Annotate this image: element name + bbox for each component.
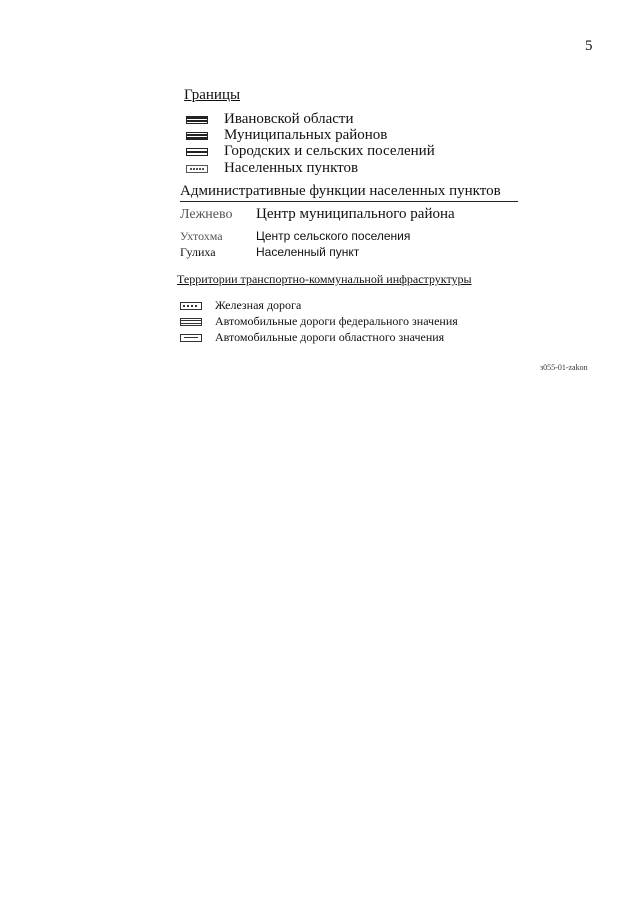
place-function: Населенный пункт — [256, 245, 360, 259]
document-code: з055-01-zakon — [540, 363, 588, 372]
legend-row-locality — [186, 160, 358, 177]
legend-row-regional-road — [180, 330, 444, 345]
legend-label: Железная дорога — [215, 298, 302, 312]
admin-row-locality — [180, 244, 359, 260]
legend-label: Населенных пунктов — [224, 160, 359, 176]
oblast-border-icon — [186, 116, 208, 124]
railway-icon — [180, 302, 202, 310]
locality-border-icon — [186, 165, 208, 173]
transport-heading: Территории транспортно-коммунальной инфраструктуры — [177, 272, 472, 286]
admin-row-district-center — [180, 206, 455, 223]
legend-row-oblast — [186, 111, 354, 128]
legend-label: Автомобильные дороги областного значения — [215, 330, 445, 344]
page-number: 5 — [585, 38, 593, 54]
place-name: Ухтохма — [180, 229, 223, 243]
legend-label: Муниципальных районов — [224, 127, 388, 143]
place-function: Центр муниципального района — [256, 206, 455, 222]
place-name: Лежнево — [180, 207, 233, 222]
legend-label: Городских и сельских поселений — [224, 143, 435, 159]
municipal-border-icon — [186, 132, 208, 140]
admin-functions-heading: Административные функции населенных пунктов — [180, 183, 518, 202]
legend-row-settlement — [186, 143, 435, 160]
federal-road-icon — [180, 318, 202, 326]
legend-row-municipal — [186, 127, 387, 144]
legend-label: Автомобильные дороги федерального значения — [215, 314, 458, 328]
place-name: Гулиха — [180, 245, 216, 259]
borders-heading: Границы — [184, 87, 241, 103]
place-function: Центр сельского поселения — [256, 229, 411, 243]
settlement-border-icon — [186, 148, 208, 156]
admin-row-settlement-center — [180, 228, 410, 244]
legend-row-federal-road — [180, 314, 458, 329]
regional-road-icon — [180, 334, 202, 342]
legend-label: Ивановской области — [224, 111, 354, 127]
legend-row-railway — [180, 298, 301, 313]
